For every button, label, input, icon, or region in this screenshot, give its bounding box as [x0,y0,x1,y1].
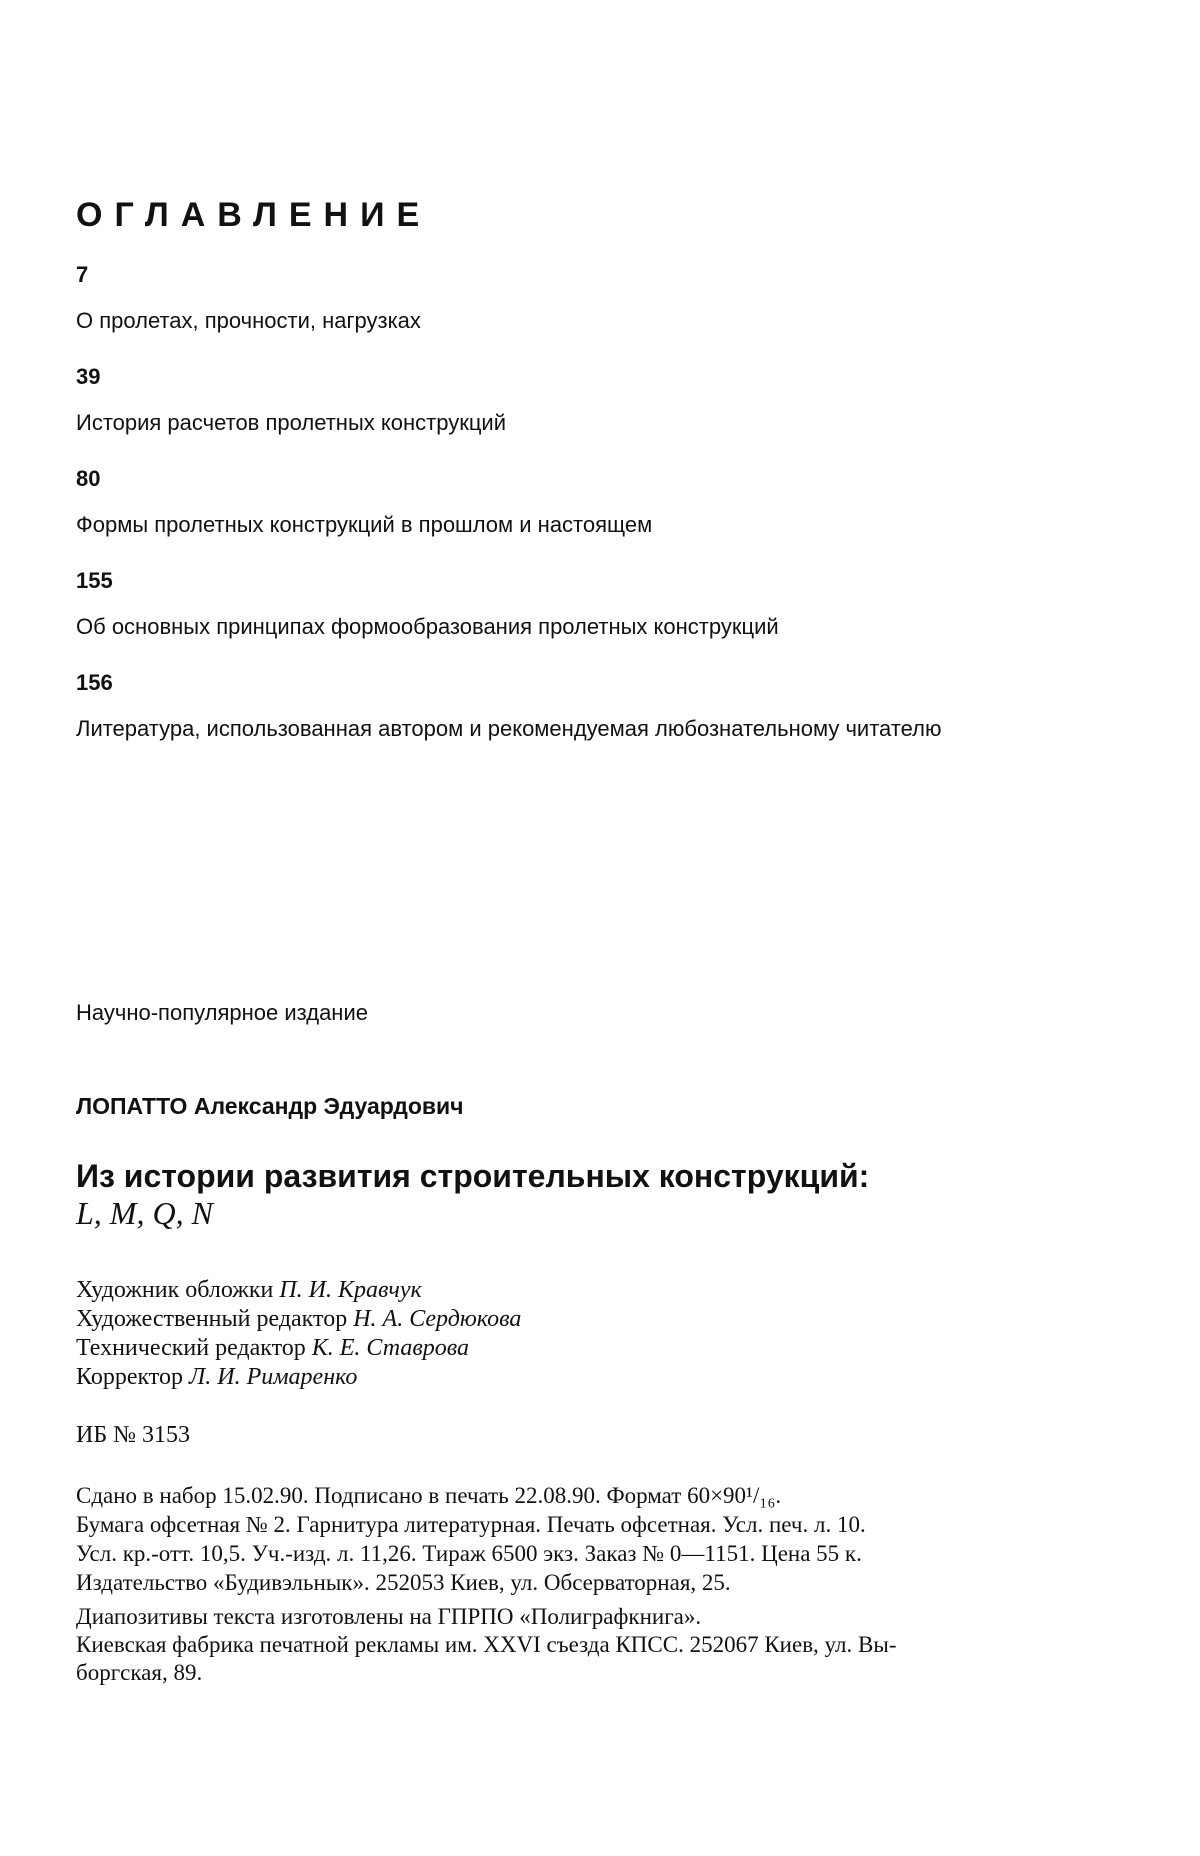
credit-row [76,1276,1126,1305]
toc-page-number: 80 [76,466,101,491]
imprint-line: Усл. кр.-отт. 10,5. Уч.-изд. л. 11,26. Тираж 6500 экз. Заказ № 0—1151. Цена 55 к. [76,1541,862,1566]
printing-details [76,1603,1126,1687]
toc-chapter-title: О пролетах, прочности, нагрузках [76,308,421,333]
toc-page-number: 39 [76,364,101,389]
credit-role: Корректор [76,1364,183,1390]
toc-page-number: 156 [76,670,113,695]
toc-item [76,568,1136,640]
credit-role: Художник обложки [76,1277,274,1303]
credit-person: Н. А. Сердюкова [353,1306,522,1332]
toc-item [76,262,1136,334]
toc-item [76,364,1136,436]
credit-person: П. И. Кравчук [279,1277,422,1303]
publication-genre: Научно-популярное издание [76,1000,368,1025]
printing-line: боргская, 89. [76,1660,203,1685]
toc-title: ОГЛАВЛЕНИЕ [76,196,432,234]
toc-page-number: 155 [76,568,113,593]
book-title: Из истории развития строительных конструкций: [76,1158,870,1194]
printing-line: Киевская фабрика печатной рекламы им. XXVI съезда КПСС. 252067 Киев, ул. Вы- [76,1632,897,1657]
toc-chapter-title: История расчетов пролетных конструкций [76,410,506,435]
credit-person: К. Е. Ставрова [311,1335,470,1361]
toc-chapter-title: Формы пролетных конструкций в прошлом и настоящем [76,512,653,537]
toc-chapter-title: Об основных принципах формообразования пролетных конструкций [76,614,779,639]
toc-item [76,466,1136,538]
credit-person: Л. И. Римаренко [188,1364,358,1390]
credits-list [76,1276,1126,1392]
imprint-line: Сдано в набор 15.02.90. Подписано в печать 22.08.90. Формат 60×90¹/₁₆. [76,1483,782,1508]
imprint-line: Издательство «Будивэльнык». 252053 Киев, ул. Обсерваторная, 25. [76,1570,731,1595]
credit-role: Технический редактор [76,1335,306,1361]
author-name: ЛОПАТТО Александр Эдуардович [76,1093,464,1119]
colophon [76,1000,1126,1687]
printing-line: Диапозитивы текста изготовлены на ГПРПО «Полиграфкнига». [76,1604,702,1629]
imprint-line: Бумага офсетная № 2. Гарнитура литературная. Печать офсетная. Усл. печ. л. 10. [76,1512,866,1537]
toc-chapter-title: Литература, использованная автором и рекомендуемая любознательному читателю [76,716,942,741]
book-subtitle: L, M, Q, N [76,1195,213,1231]
toc-item [76,670,1136,742]
credit-row [76,1363,1126,1392]
credit-row [76,1334,1126,1363]
toc-page-number: 7 [76,262,89,287]
imprint-details [76,1481,1126,1597]
ib-number: ИБ № 3153 [76,1422,191,1448]
credit-role: Художественный редактор [76,1306,348,1332]
table-of-contents [76,262,1136,772]
credit-row [76,1305,1126,1334]
